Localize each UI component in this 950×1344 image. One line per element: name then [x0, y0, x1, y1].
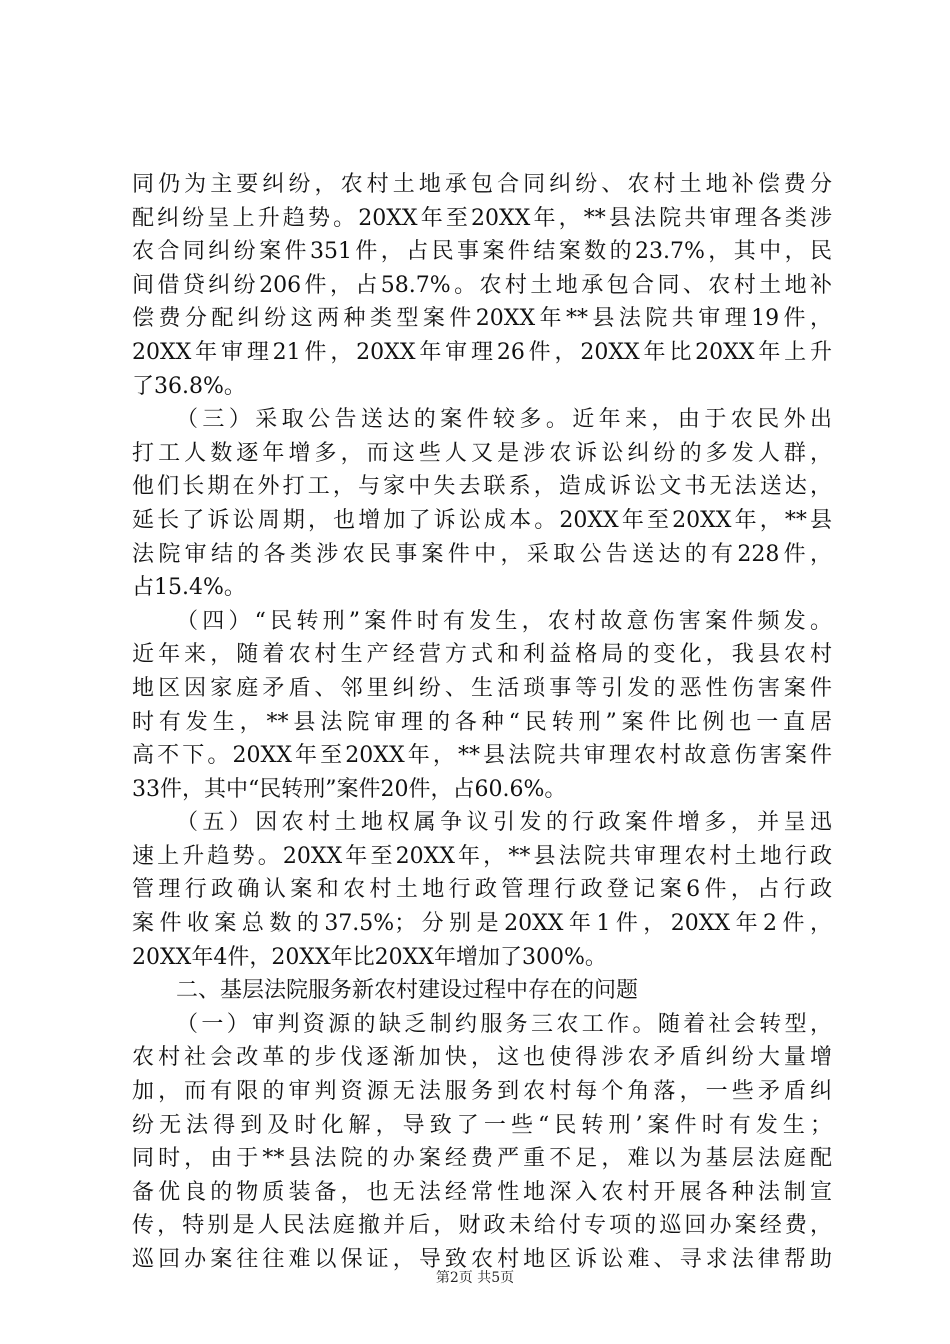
text-line: 打工人数逐年增多，而这些人又是涉农诉讼纠纷的多发人群， [132, 440, 832, 466]
text-line: 占15.4%。 [132, 575, 246, 601]
text-line: 高不下。20XX年至20XX年，**县法院共审理农村故意伤害案件 [132, 743, 832, 769]
text-line: 他们长期在外打工，与家中失去联系，造成诉讼文书无法送达， [132, 474, 832, 500]
text-line: 备优良的物质装备，也无法经常性地深入农村开展各种法制宣 [132, 1179, 832, 1205]
page-number-footer: 第2页 共5页 [435, 1270, 515, 1286]
text-line: 时有发生，**县法院审理的各种“民转刑”案件比例也一直居 [132, 709, 832, 735]
paragraph-first-line: （三）采取公告送达的案件较多。近年来，由于农民外出 [176, 407, 832, 433]
text-line: 纷无法得到及时化解，导致了一些“民转刑’案件时有发生； [132, 1112, 832, 1138]
paragraph-first-line: （一）审判资源的缺乏制约服务三农工作。随着社会转型， [176, 1011, 832, 1037]
text-line: 33件，其中“民转刑”案件20件，占60.6%。 [132, 776, 567, 802]
section-heading: 二、基层法院服务新农村建设过程中存在的问题 [176, 978, 639, 1004]
paragraph-first-line: （五）因农村土地权属争议引发的行政案件增多，并呈迅 [176, 810, 832, 836]
text-line: 间借贷纠纷206件，占58.7%。农村土地承包合同、农村土地补 [132, 272, 832, 298]
text-line: 延长了诉讼周期，也增加了诉讼成本。20XX年至20XX年，**县 [132, 507, 832, 533]
text-line: 配纠纷呈上升趋势。20XX年至20XX年，**县法院共审理各类涉 [132, 205, 832, 231]
body-text [132, 168, 832, 1277]
text-line: 管理行政确认案和农村土地行政管理行政登记案6件，占行政 [132, 877, 832, 903]
text-line: 地区因家庭矛盾、邻里纠纷、生活琐事等引发的恶性伤害案件 [132, 675, 832, 701]
text-line: 速上升趋势。20XX年至20XX年，**县法院共审理农村土地行政 [132, 843, 832, 869]
text-line: 加，而有限的审判资源无法服务到农村每个角落，一些矛盾纠 [132, 1079, 832, 1105]
text-line: 法院审结的各类涉农民事案件中，采取公告送达的有228件， [132, 541, 832, 567]
text-line: 了36.8%。 [132, 373, 246, 399]
text-line: 20XX年4件，20XX年比20XX年增加了300%。 [132, 944, 607, 970]
text-line: 同仍为主要纠纷，农村土地承包合同纠纷、农村土地补偿费分 [132, 172, 832, 197]
paragraph-first-line: （四）“民转刑”案件时有发生，农村故意伤害案件频发。 [176, 608, 832, 634]
text-line: 农合同纠纷案件351件，占民事案件结案数的23.7%，其中，民 [132, 239, 832, 265]
text-line: 巡回办案往往难以保证，导致农村地区诉讼难、寻求法律帮助 [132, 1247, 832, 1272]
text-line: 偿费分配纠纷这两种类型案件20XX年**县法院共审理19件， [132, 306, 832, 332]
text-line: 20XX年审理21件，20XX年审理26件，20XX年比20XX年上升 [132, 339, 832, 365]
text-line: 案件收案总数的37.5%；分别是20XX年1件，20XX年2件， [132, 911, 832, 937]
text-line: 同时，由于**县法院的办案经费严重不足，难以为基层法庭配 [132, 1146, 832, 1172]
text-line: 传，特别是人民法庭撤并后，财政未给付专项的巡回办案经费， [132, 1213, 832, 1239]
text-line: 近年来，随着农村生产经营方式和利益格局的变化，我县农村 [132, 642, 832, 668]
text-line: 农村社会改革的步伐逐渐加快，这也使得涉农矛盾纠纷大量增 [132, 1045, 832, 1071]
